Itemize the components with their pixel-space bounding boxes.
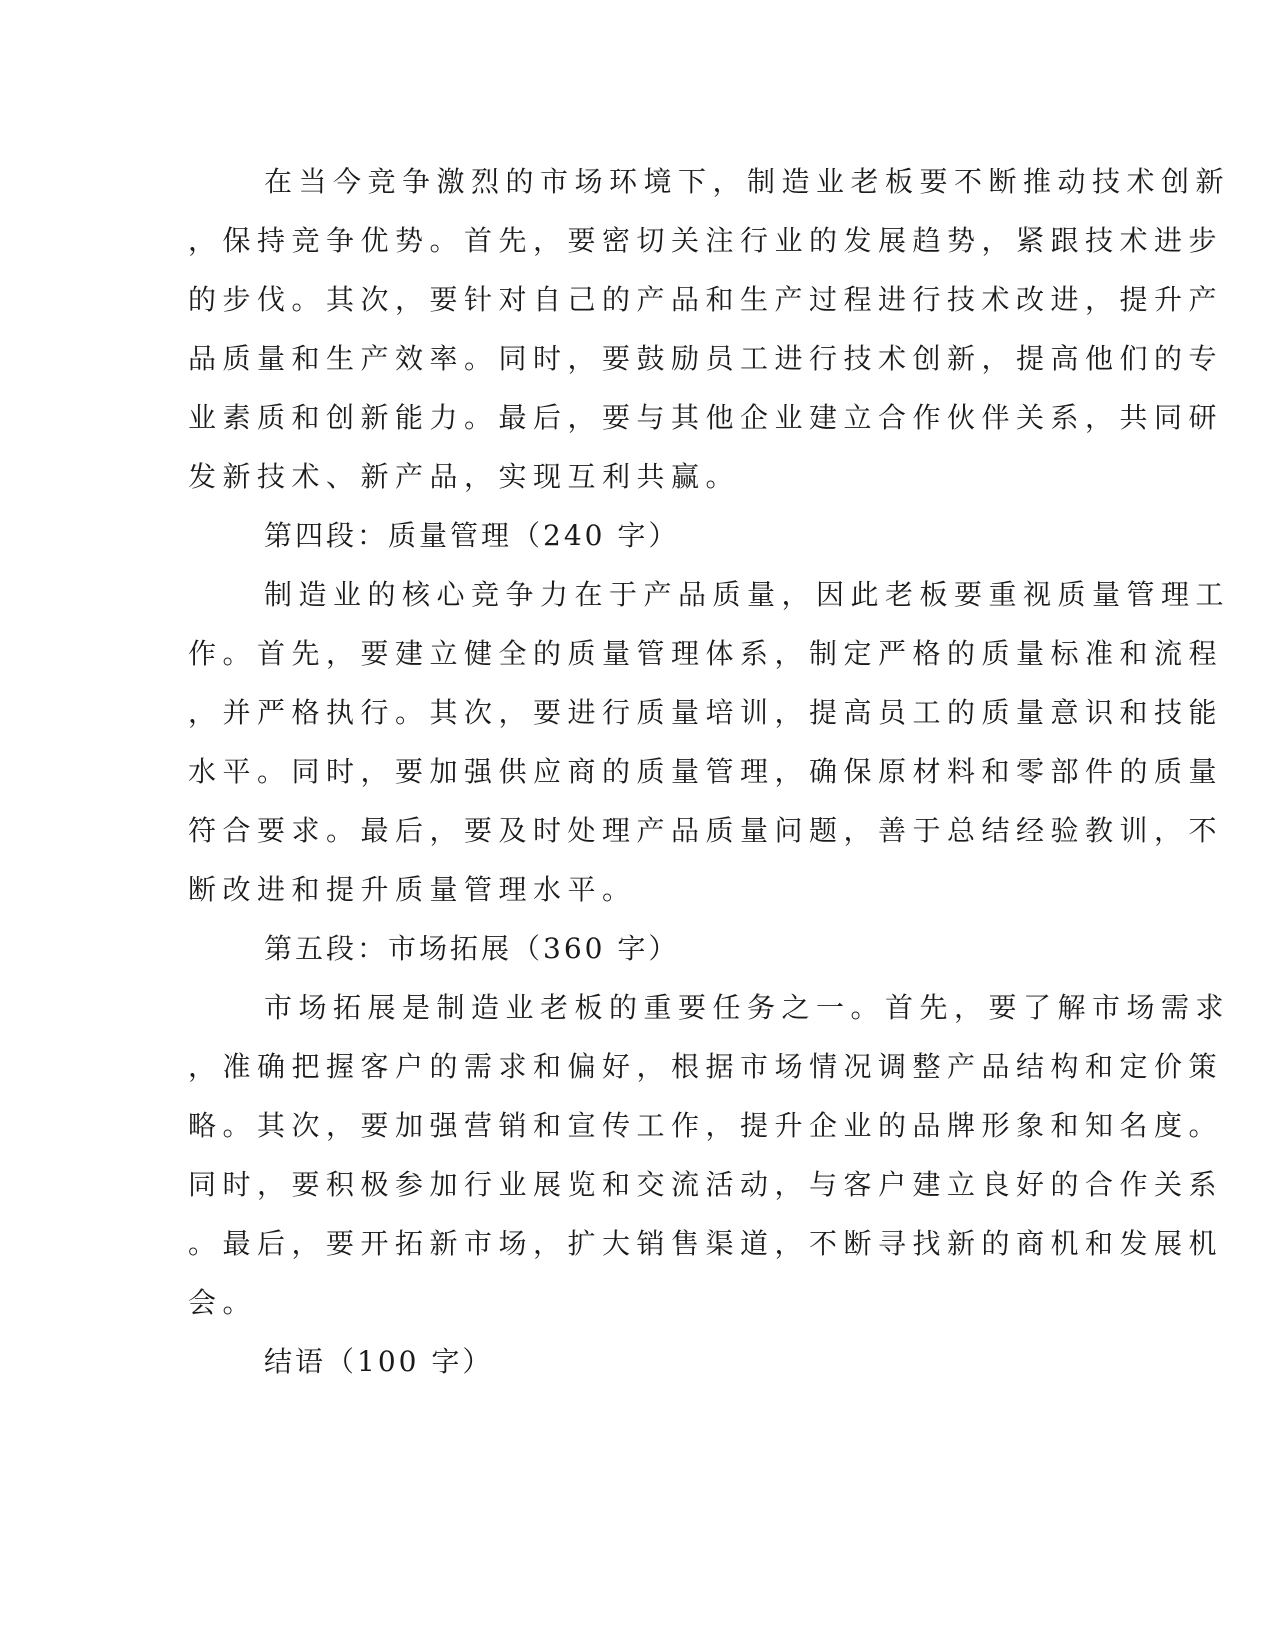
paragraph-line: 同时，要积极参加行业展览和交流活动，与客户建立良好的合作关系 [188, 1168, 1224, 1201]
paragraph-line: 发新技术、新产品，实现互利共赢。 [188, 460, 741, 493]
section-heading: 结语（100 字） [264, 1345, 494, 1378]
paragraph-line: 水平。同时，要加强供应商的质量管理，确保原材料和零部件的质量 [188, 755, 1224, 788]
paragraph-line: 。最后，要开拓新市场，扩大销售渠道，不断寻找新的商机和发展机 [188, 1227, 1224, 1260]
section-heading: 第四段：质量管理（240 字） [264, 519, 680, 552]
paragraph-line: 品质量和生产效率。同时，要鼓励员工进行技术创新，提高他们的专 [188, 342, 1224, 375]
paragraph-line: 业素质和创新能力。最后，要与其他企业建立合作伙伴关系，共同研 [188, 401, 1224, 434]
paragraph-line: 符合要求。最后，要及时处理产品质量问题，善于总结经验教训，不 [188, 814, 1224, 847]
paragraph-line: 会。 [188, 1286, 258, 1319]
paragraph-line: 作。首先，要建立健全的质量管理体系，制定严格的质量标准和流程 [188, 637, 1224, 670]
section-heading: 第五段：市场拓展（360 字） [264, 932, 680, 965]
paragraph-line: 制造业的核心竞争力在于产品质量，因此老板要重视质量管理工 [264, 578, 1231, 611]
paragraph-line: 略。其次，要加强营销和宣传工作，提升企业的品牌形象和知名度。 [188, 1109, 1224, 1142]
paragraph-line: ，准确把握客户的需求和偏好，根据市场情况调整产品结构和定价策 [188, 1050, 1224, 1083]
paragraph-line: ，保持竞争优势。首先，要密切关注行业的发展趋势，紧跟技术进步 [188, 224, 1224, 257]
paragraph-line: 在当今竞争激烈的市场环境下，制造业老板要不断推动技术创新 [264, 165, 1231, 198]
paragraph-line: ，并严格执行。其次，要进行质量培训，提高员工的质量意识和技能 [188, 696, 1224, 729]
paragraph-line: 市场拓展是制造业老板的重要任务之一。首先，要了解市场需求 [264, 991, 1231, 1024]
paragraph-line: 断改进和提升质量管理水平。 [188, 873, 637, 906]
paragraph-line: 的步伐。其次，要针对自己的产品和生产过程进行技术改进，提升产 [188, 283, 1224, 316]
